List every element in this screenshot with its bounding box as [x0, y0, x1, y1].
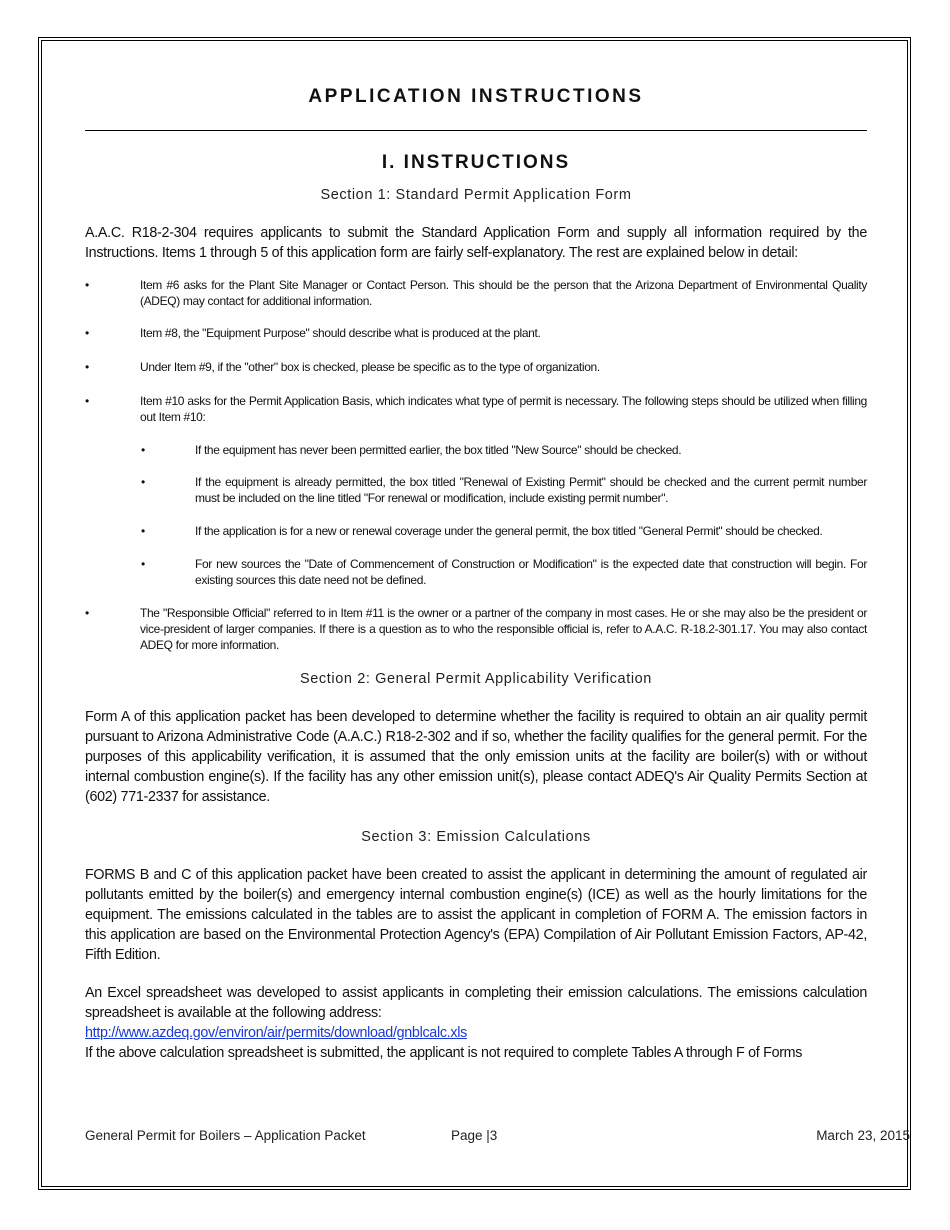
sub-list-item: • If the equipment has never been permitted earlier, the box titled "New Source" should be checked.: [141, 443, 682, 457]
sub-list-item: • If the equipment is already permitted, the box titled "Renewal of Existing Permit" should be checked and the current permit number must be included on the line titled "For renewal or modification, include existing permit number".: [141, 475, 867, 505]
bullet-icon: •: [141, 443, 145, 457]
document-title: APPLICATION INSTRUCTIONS: [308, 86, 644, 107]
bullet-icon: •: [85, 360, 89, 374]
section2-title: Section 2: General Permit Applicability Verification: [300, 671, 652, 687]
bullet-icon: •: [85, 606, 89, 620]
footer-title: General Permit for Boilers – Application Packet: [85, 1128, 366, 1143]
section3-title: Section 3: Emission Calculations: [361, 829, 591, 845]
page-footer: [85, 1127, 910, 1145]
title-divider: [85, 130, 867, 131]
bullet-icon: •: [141, 524, 145, 538]
bullet-icon: •: [85, 278, 89, 292]
bullet-icon: •: [85, 326, 89, 340]
list-item: • Item #10 asks for the Permit Application Basis, which indicates what type of permit is necessary. The following steps should be utilized when filling out Item #10:: [85, 394, 867, 424]
document-body: [85, 84, 867, 1063]
spreadsheet-link[interactable]: http://www.azdeq.gov/environ/air/permits/download/gnblcalc.xls: [85, 1025, 467, 1041]
section3-body3: If the above calculation spreadsheet is submitted, the applicant is not required to complete Tables A through F of Forms: [85, 1045, 803, 1061]
page-number: Page |3: [451, 1128, 498, 1143]
bullet-icon: •: [141, 475, 145, 489]
footer-date: March 23, 2015: [816, 1128, 910, 1143]
list-item: • Item #8, the "Equipment Purpose" should describe what is produced at the plant.: [85, 326, 541, 340]
bullet-icon: •: [85, 394, 89, 408]
section1-title: Section 1: Standard Permit Application Form: [320, 187, 632, 203]
section-heading: I. INSTRUCTIONS: [381, 152, 571, 173]
sub-list-item: • If the application is for a new or renewal coverage under the general permit, the box titled "General Permit" should be checked.: [141, 524, 823, 538]
section2-body: Form A of this application packet has been developed to determine whether the facility is required to obtain an air quality permit pursuant to Arizona Administrative Code (A.A.C.) R18-2-302 and if so, whether the facility qualifies for the general permit. For the purposes of this applicability verification, it is assumed that the only emission units at the facility are boiler(s) with or without internal combustion engine(s). If the facility has any other emission unit(s), please contact ADEQ's Air Quality Permits Section at (602) 771-2337 for assistance.: [85, 709, 867, 805]
section3-body2: An Excel spreadsheet was developed to assist applicants in completing their emission calculations. The emissions calculation spreadsheet is available at the following address:: [85, 985, 867, 1021]
list-item: • Under Item #9, if the "other" box is checked, please be specific as to the type of organization.: [85, 360, 600, 374]
section3-link-line: [85, 1023, 867, 1043]
section3-body1: FORMS B and C of this application packet have been created to assist the applicant in determining the amount of regulated air pollutants emitted by the boiler(s) and emergency internal combustion engine(s) (ICE) as well as the hourly limitations for the equipment. The emissions calculated in the tables are to assist the applicant in completion of FORM A. The emission factors in this application are based on the Environmental Protection Agency's (EPA) Compilation of Air Pollutant Emission Factors, AP-42, Fifth Edition.: [85, 867, 867, 963]
section1-intro: A.A.C. R18-2-304 requires applicants to submit the Standard Application Form and supply all information required by the Instructions. Items 1 through 5 of this application form are fairly self-explanatory. The rest are explained below in detail:: [85, 225, 867, 261]
bullet-icon: •: [141, 557, 145, 571]
sub-list-item: • For new sources the "Date of Commencement of Construction or Modification" is the expected date that construction will begin. For existing sources this date need not be defined.: [141, 557, 867, 587]
list-item: • Item #6 asks for the Plant Site Manager or Contact Person. This should be the person that the Arizona Department of Environmental Quality (ADEQ) may contact for additional information.: [85, 278, 867, 308]
list-item: • The "Responsible Official" referred to in Item #11 is the owner or a partner of the company in most cases. He or she may also be the president or vice-president of larger companies. If there is a question as to who the responsible official is, refer to A.A.C. R-18.2-301.17. You may also contact ADEQ for more information.: [85, 606, 867, 652]
